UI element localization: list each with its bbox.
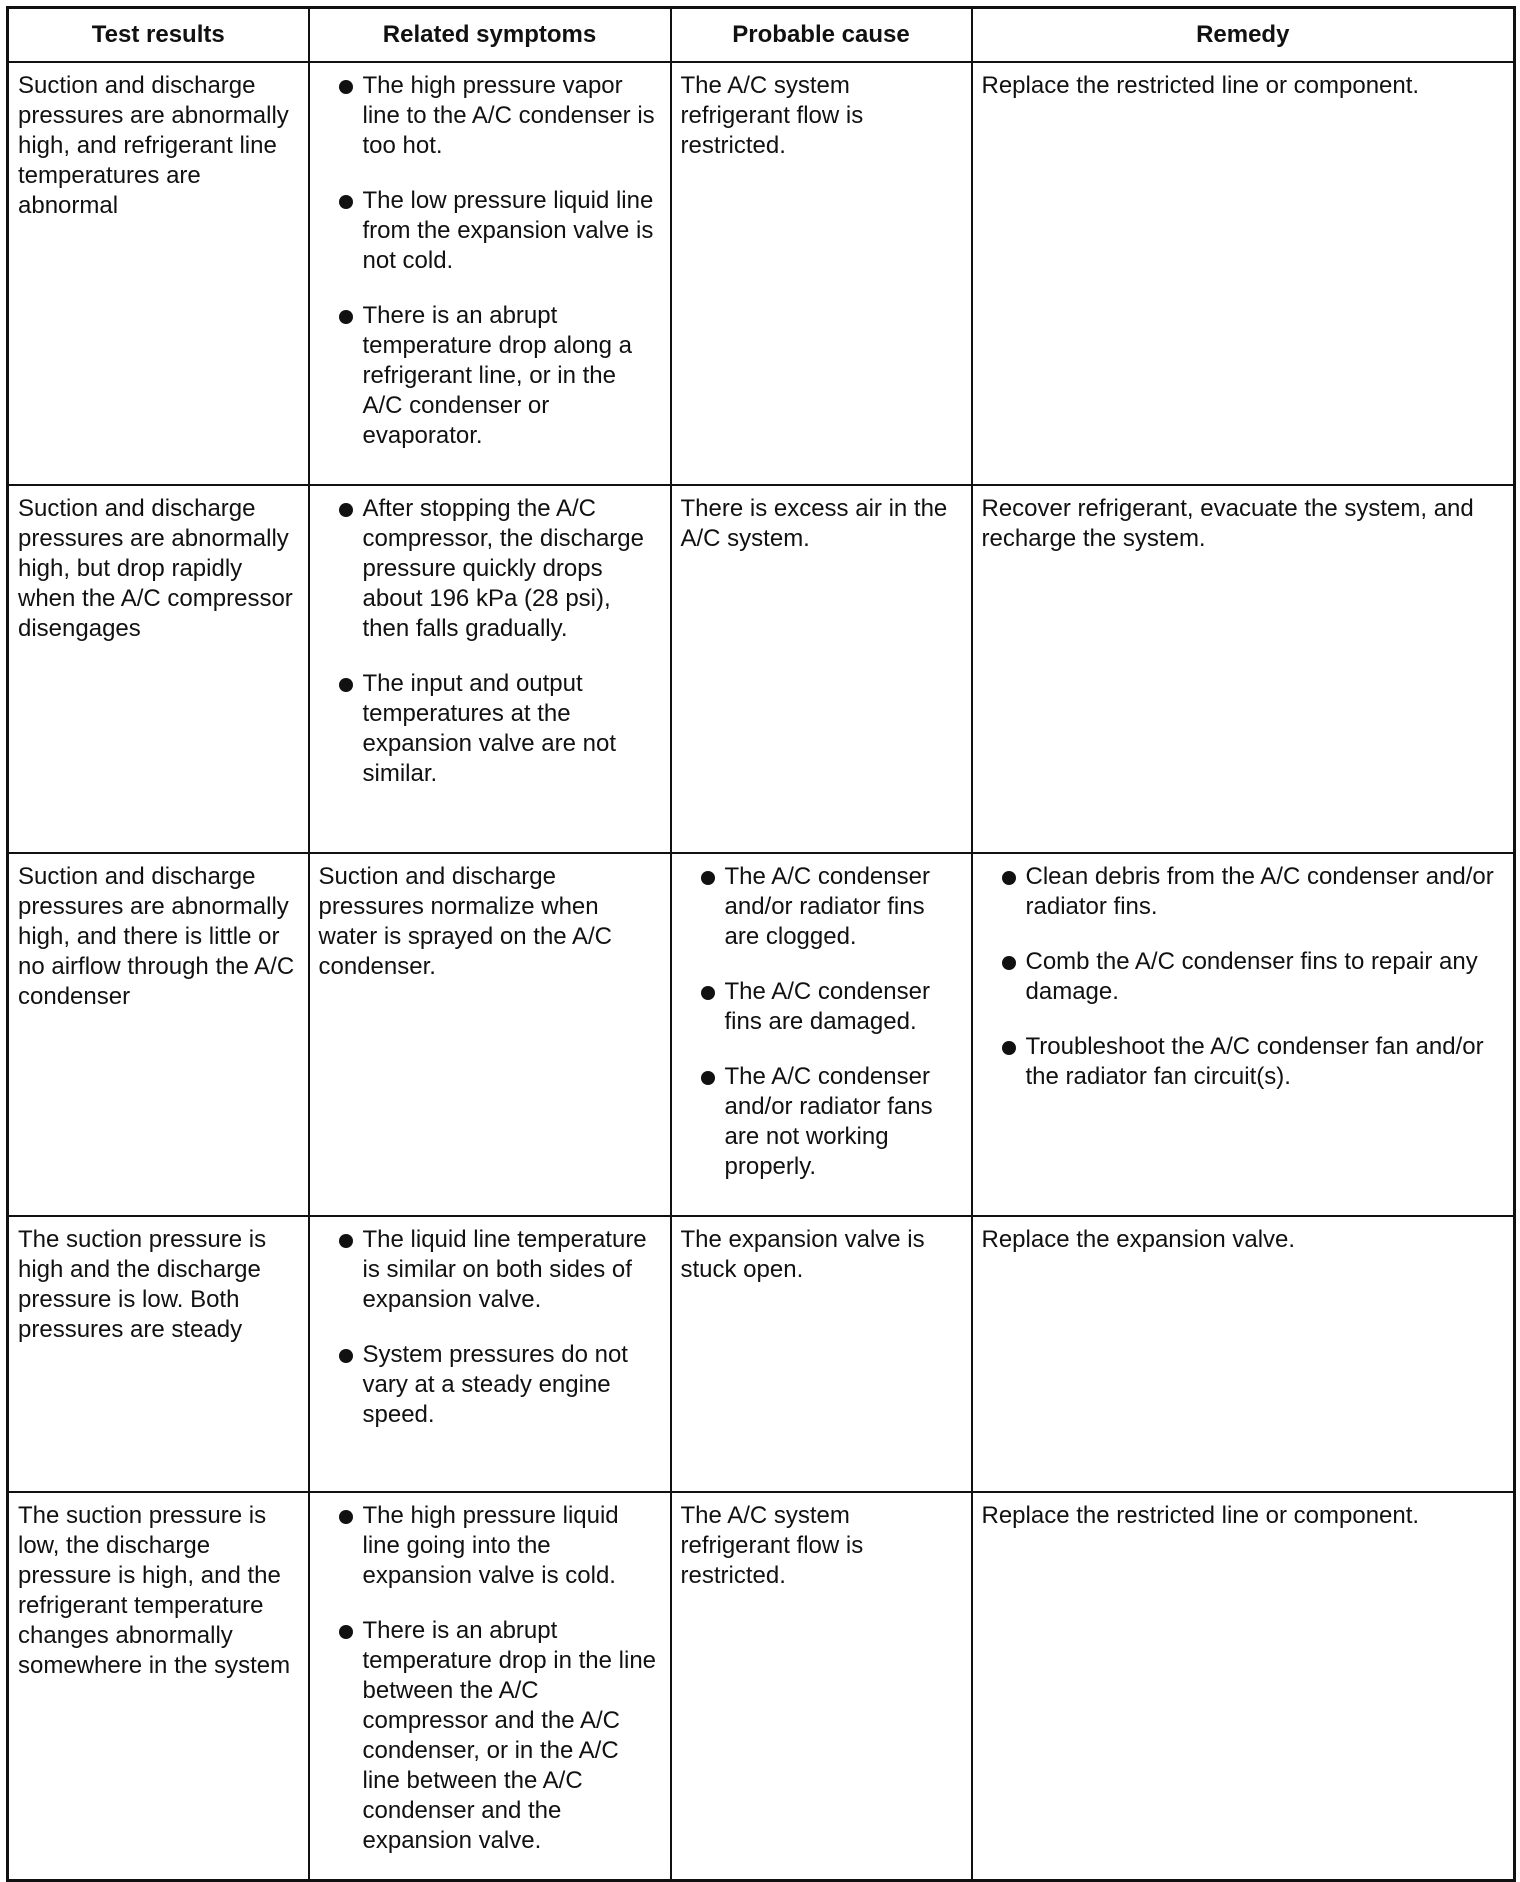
probable-cause-cell (671, 853, 972, 1216)
symptom-text: The high pressure vapor line to the A/C condenser is too hot. (362, 72, 655, 159)
cause-text: The A/C condenser and/or radiator fans are not working properly. (724, 1063, 933, 1180)
remedy-cell: Replace the restricted line or component. (972, 1492, 1515, 1881)
bullet-icon (339, 1625, 353, 1639)
test-result-cell: The suction pressure is high and the discharge pressure is low. Both pressures are steady (8, 1216, 309, 1492)
symptom-text: There is an abrupt temperature drop along a refrigerant line, or in the A/C condenser or evaporator. (362, 302, 633, 449)
cause-item (681, 862, 962, 952)
remedy-item (982, 862, 1505, 922)
probable-cause-cell: The expansion valve is stuck open. (671, 1216, 972, 1492)
bullet-icon (701, 871, 715, 885)
test-result-cell: The suction pressure is low, the discharge pressure is high, and the refrigerant temperature changes abnormally somewhere in the system (8, 1492, 309, 1881)
ac-troubleshooting-table (6, 6, 1516, 1882)
table-row (8, 485, 1515, 853)
symptom-text: The low pressure liquid line from the expansion valve is not cold. (362, 187, 654, 274)
remedy-cell: Replace the expansion valve. (972, 1216, 1515, 1492)
symptom-item (319, 301, 661, 451)
symptom-item (319, 1616, 661, 1856)
bullet-icon (1002, 956, 1016, 970)
table-row (8, 1216, 1515, 1492)
symptom-text: After stopping the A/C compressor, the discharge pressure quickly drops about 196 kPa (28 psi), then falls gradually. (362, 495, 644, 642)
symptom-item (319, 186, 661, 276)
symptoms-cell (309, 485, 671, 853)
symptom-item (319, 1340, 661, 1430)
remedy-text: Troubleshoot the A/C condenser fan and/or the radiator fan circuit(s). (1025, 1033, 1484, 1090)
probable-cause-cell: There is excess air in the A/C system. (671, 485, 972, 853)
bullet-icon (339, 1349, 353, 1363)
troubleshooting-sheet (6, 6, 1513, 1854)
symptoms-cell (309, 62, 671, 485)
bullet-icon (1002, 871, 1016, 885)
cause-text: The A/C condenser fins are damaged. (724, 978, 930, 1035)
remedy-text: Comb the A/C condenser fins to repair any damage. (1025, 948, 1478, 1005)
symptom-text: System pressures do not vary at a steady engine speed. (362, 1341, 628, 1428)
remedy-list (982, 862, 1505, 1092)
remedy-cell: Replace the restricted line or component. (972, 62, 1515, 485)
test-result-cell: Suction and discharge pressures are abnormally high, and there is little or no airflow through the A/C condenser (8, 853, 309, 1216)
remedy-cell: Recover refrigerant, evacuate the system, and recharge the system. (972, 485, 1515, 853)
table-row (8, 1492, 1515, 1881)
symptoms-cell (309, 1492, 671, 1881)
header-remedy: Remedy (972, 8, 1515, 63)
bullet-icon (339, 80, 353, 94)
symptom-list (319, 494, 661, 789)
table-row (8, 853, 1515, 1216)
cause-list (681, 862, 962, 1182)
test-result-cell: Suction and discharge pressures are abnormally high, and refrigerant line temperatures are abnormal (8, 62, 309, 485)
header-test-results: Test results (8, 8, 309, 63)
symptom-text: The high pressure liquid line going into the expansion valve is cold. (362, 1502, 619, 1589)
remedy-text: Clean debris from the A/C condenser and/or radiator fins. (1025, 863, 1494, 920)
probable-cause-cell: The A/C system refrigerant flow is restricted. (671, 1492, 972, 1881)
remedy-item (982, 1032, 1505, 1092)
table-row (8, 62, 1515, 485)
test-result-cell: Suction and discharge pressures are abnormally high, but drop rapidly when the A/C compressor disengages (8, 485, 309, 853)
symptoms-cell: Suction and discharge pressures normalize when water is sprayed on the A/C condenser. (309, 853, 671, 1216)
bullet-icon (339, 678, 353, 692)
remedy-cell (972, 853, 1515, 1216)
bullet-icon (339, 503, 353, 517)
symptom-item (319, 1501, 661, 1591)
header-probable-cause: Probable cause (671, 8, 972, 63)
bullet-icon (701, 986, 715, 1000)
symptom-item (319, 1225, 661, 1315)
bullet-icon (701, 1071, 715, 1085)
bullet-icon (339, 195, 353, 209)
symptom-text: There is an abrupt temperature drop in the line between the A/C compressor and the A/C condenser, or in the A/C line between the A/C condenser and the expansion valve. (362, 1617, 657, 1854)
symptom-item (319, 71, 661, 161)
cause-item (681, 977, 962, 1037)
probable-cause-cell: The A/C system refrigerant flow is restricted. (671, 62, 972, 485)
symptom-item (319, 494, 661, 644)
bullet-icon (339, 1234, 353, 1248)
symptoms-cell (309, 1216, 671, 1492)
bullet-icon (1002, 1041, 1016, 1055)
remedy-item (982, 947, 1505, 1007)
header-related-symptoms: Related symptoms (309, 8, 671, 63)
symptom-list (319, 71, 661, 451)
cause-text: The A/C condenser and/or radiator fins are clogged. (724, 863, 930, 950)
bullet-icon (339, 310, 353, 324)
symptom-text: The liquid line temperature is similar on both sides of expansion valve. (362, 1226, 647, 1313)
symptom-item (319, 669, 661, 789)
symptom-list (319, 1225, 661, 1430)
symptom-list (319, 1501, 661, 1856)
bullet-icon (339, 1510, 353, 1524)
symptom-text: The input and output temperatures at the expansion valve are not similar. (362, 670, 616, 787)
cause-item (681, 1062, 962, 1182)
header-row (8, 8, 1515, 63)
